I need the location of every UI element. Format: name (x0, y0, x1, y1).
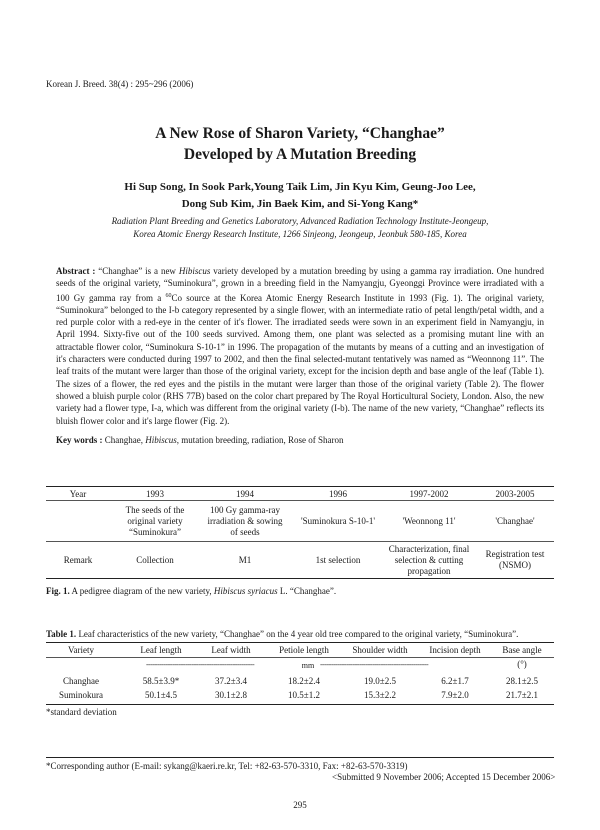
fig1-row1-1996: 'Suminokura S-10-1' (301, 516, 375, 526)
author-list (60, 179, 540, 213)
affiliation-line-1: Radiation Plant Breeding and Genetics Laboratory, Advanced Radiation Technology Institute-Jeongeup, (111, 216, 489, 226)
title-line-2: Developed by A Mutation Breeding (183, 146, 417, 163)
table1-row1-incision-depth: 6.2±1.7 (441, 676, 469, 686)
corresponding-author: *Corresponding author (E-mail: sykang@kaeri.re.kr, Tel: +82-63-570-3310, Fax: +82-63-570-3319) (46, 761, 408, 771)
table1-header-petiole-length: Petiole length (279, 645, 329, 655)
fig1-row1-1993: The seeds of the original variety “Suminokura” (125, 505, 185, 537)
fig1-header-1996: 1996 (329, 489, 347, 499)
fig1-top-rule (46, 486, 554, 487)
table1-header-base-angle: Base angle (502, 645, 542, 655)
authors-line-2: Dong Sub Kim, Jin Baek Kim, and Si-Yong Kang* (181, 198, 419, 210)
journal-citation: Korean J. Breed. 38(4) : 295~296 (2006) (46, 79, 194, 89)
affiliation (60, 215, 540, 241)
keywords-label: Key words : (56, 435, 103, 445)
table1-row2-leaf-length: 50.1±4.5 (145, 690, 177, 700)
table1-unit-mm: mm (301, 661, 315, 670)
fig1-bottom-rule (46, 578, 554, 579)
fig1-caption-species: Hibiscus syriacus (213, 586, 278, 596)
table1-header-leaf-width: Leaf width (211, 645, 251, 655)
submission-dates: <Submitted 9 November 2006; Accepted 15 December 2006> (332, 772, 556, 782)
fig1-header-year: Year (69, 489, 87, 499)
fig1-row2-1994: M1 (238, 555, 252, 565)
affiliation-line-2: Korea Atomic Energy Research Institute, 1266 Sinjeong, Jeongeup, Jeonbuk 580-185, Korea (133, 229, 467, 239)
keywords-text-2: , mutation breeding, radiation, Rose of Sharon (176, 435, 344, 445)
abstract-text-1: “Changhae” is a new (95, 266, 179, 276)
table1-row2-variety: Suminokura (59, 690, 103, 700)
table1-header-leaf-length: Leaf length (140, 645, 182, 655)
fig1-caption-text-1: A pedigree diagram of the new variety, (69, 586, 214, 596)
table1-bottom-rule (46, 704, 554, 705)
table1-unit-dashes-right: -------------------------------------------------- (320, 660, 429, 669)
fig1-row2-label: Remark (63, 555, 93, 565)
table1-top-rule (46, 642, 554, 643)
keywords (56, 435, 544, 445)
fig1-row1-2003-2005: 'Changhae' (495, 516, 535, 526)
fig1-caption-label: Fig. 1. (46, 586, 70, 596)
table1-row2-petiole-length: 10.5±1.2 (288, 690, 320, 700)
title-line-1: A New Rose of Sharon Variety, “Changhae” (155, 125, 445, 142)
table1-footnote: *standard deviation (46, 707, 117, 717)
fig1-row2-1996: 1st selection (315, 555, 361, 565)
fig1-header-1993: 1993 (146, 489, 164, 499)
fig1-row1-1994: 100 Gy gamma-ray irradiation & sowing of seeds (207, 505, 283, 537)
fig1-row2-2003-2005: Registration test (NSMO) (485, 549, 545, 570)
footnote-separator (46, 757, 554, 758)
table1-row1-leaf-length: 58.5±3.9* (142, 676, 180, 686)
table1-row1-base-angle: 28.1±2.5 (506, 676, 538, 686)
table1-row1-leaf-width: 37.2±3.4 (215, 676, 247, 686)
fig1-header-1997-2002: 1997-2002 (409, 489, 449, 499)
fig1-caption-text-2: L. “Changhae”. (277, 586, 337, 596)
abstract-genus: Hibiscus (178, 266, 211, 276)
fig1-header-2003-2005: 2003-2005 (495, 489, 535, 499)
table1-row1-petiole-length: 18.2±2.4 (288, 676, 320, 686)
abstract-text-2: variety developed by a mutation breeding by using a gamma ray irradiation. One hundred seeds of the original variety, “Suminokura”, grown in a breeding field in the Namyangju, Gyeonggi Province were irradiated with a 100 Gy gamma ray from a (56, 266, 544, 303)
authors-line-1: Hi Sup Song, In Sook Park,Young Taik Lim, Jin Kyu Kim, Geung-Joo Lee, (124, 181, 476, 193)
fig1-row2-1993: Collection (136, 555, 174, 565)
table1-row2-base-angle: 21.7±2.1 (506, 690, 538, 700)
fig1-row1-1997-2002: 'Weonnong 11' (402, 516, 456, 526)
table1-caption-text: Leaf characteristics of the new variety, “Changhae” on the 4 year old tree compared to the original variety, “Suminokura”. (76, 629, 519, 639)
table1-row1-shoulder-width: 19.0±2.5 (364, 676, 396, 686)
table1-row2-shoulder-width: 15.3±2.2 (364, 690, 396, 700)
fig1-mid-rule (46, 541, 554, 542)
abstract-label: Abstract : (56, 266, 96, 276)
table1-caption (46, 629, 518, 639)
page-number: 295 (293, 800, 307, 810)
table1-unit-degrees: (°) (517, 659, 527, 669)
fig1-row2-1997-2002: Characterization, final selection & cutting propagation (388, 544, 470, 576)
fig1-caption (46, 586, 336, 596)
keywords-text-1: Changhae, (102, 435, 146, 445)
fig1-header-rule (46, 500, 554, 501)
paper-title (0, 123, 600, 165)
table1-row2-leaf-width: 30.1±2.8 (215, 690, 247, 700)
table1-header-variety: Variety (68, 645, 94, 655)
abstract-text-3: Co source at the Korea Atomic Energy Research Institute in 1993 (Fig. 1). The original variety, “Suminokura” belonged to the I-b category represented by a single flower, with an intermediate ratio of petal length/petal width, and a red purple color with a red-eye in the center of it's flower. The irradiated seeds were sown in an experiment field in Namyangju, in April 1994. Sixty-five out of the 100 seeds survived. Among them, one plant was selected as a promising mutant line with an attractable flower color, “Suminokura S-10-1” in 1996. The propagation of the mutants by means of a cutting and an investigation of it's characters were conducted during 1997 to 2002, and then the final selected-mutant tentatively was named as “Weonnong 11”. The leaf traits of the mutant were larger than those of the original variety, except for the incision depth and base angle of the leaf (Table 1). The sizes of a flower, the red eyes and the pistils in the mutant were larger than those of the original variety (Table 2). The flower showed a bluish purple color (RHS 77B) based on the color chart prepared by The Royal Horticultural Society, London. Also, the new variety had a flower type, I-a, which was different from the original variety (I-b). The name of the new variety, “Changhae” reflects its bluish flower color and it's large flower (Fig. 2). (56, 292, 544, 426)
abstract-isotope-sup: 60 (165, 292, 172, 299)
abstract (56, 265, 544, 427)
table1-caption-label: Table 1. (46, 629, 77, 639)
table1-header-rule (46, 657, 554, 658)
table1-row1-variety: Changhae (63, 676, 99, 686)
fig1-header-1994: 1994 (236, 489, 254, 499)
table1-header-incision-depth: Incision depth (429, 645, 481, 655)
table1-unit-dashes-left: -------------------------------------------------- (146, 660, 255, 669)
keywords-genus: Hibiscus (145, 435, 177, 445)
table1-row2-incision-depth: 7.9±2.0 (441, 690, 469, 700)
table1-header-shoulder-width: Shoulder width (352, 645, 408, 655)
